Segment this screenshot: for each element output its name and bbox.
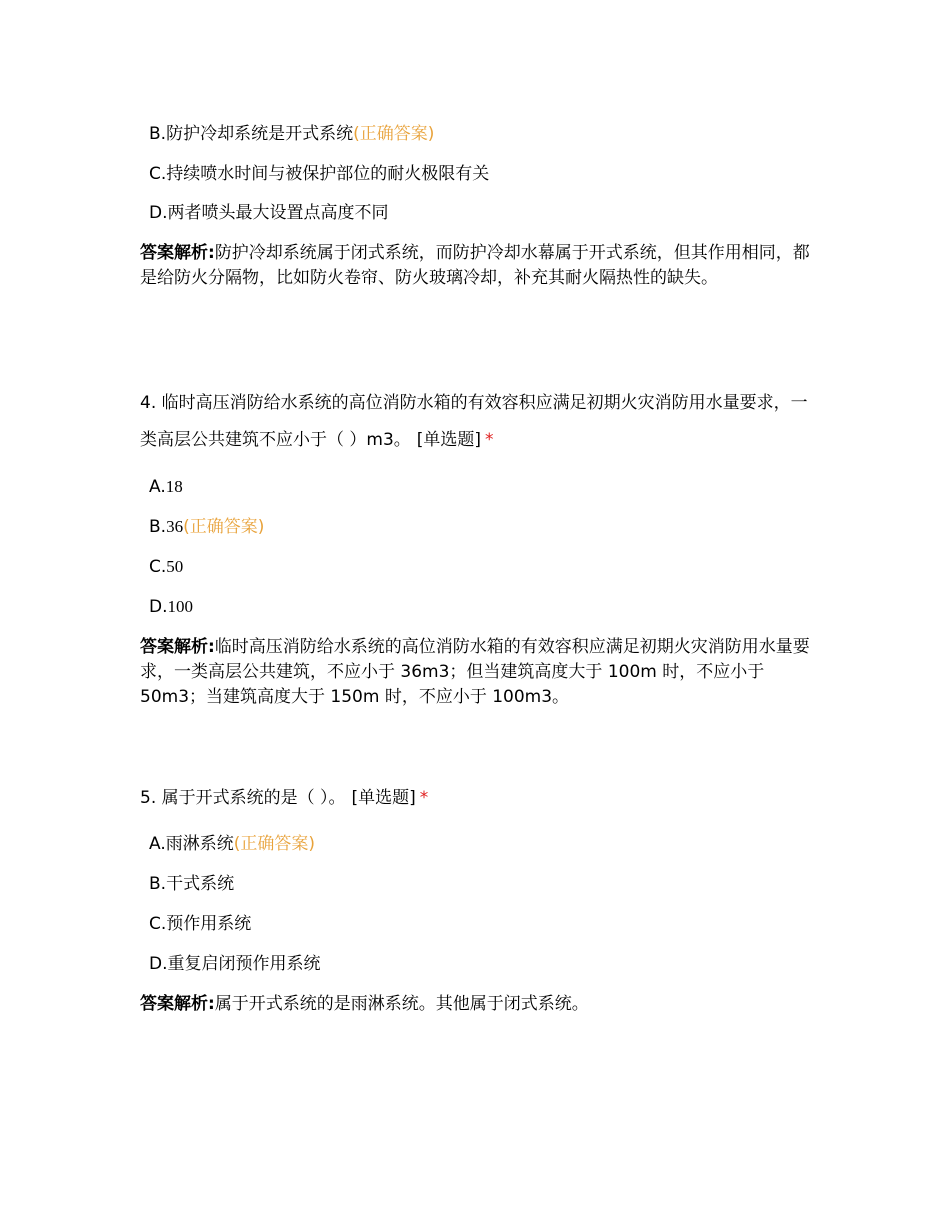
correct-answer-label: (正确答案): [183, 517, 265, 537]
q5-analysis: [140, 992, 820, 1017]
option-letter: D.: [149, 203, 168, 223]
option-text: 18: [165, 477, 183, 496]
q5-option-b: [149, 872, 234, 896]
q4-option-d: [149, 595, 193, 619]
option-letter: D.: [149, 597, 168, 617]
question-type: [单选题]: [351, 788, 416, 808]
correct-answer-label: (正确答案): [233, 834, 315, 854]
option-text: 防护冷却系统是开式系统: [166, 124, 354, 144]
analysis-text: 属于开式系统的是雨淋系统。其他属于闭式系统。: [214, 994, 589, 1014]
q4-option-c: [149, 555, 183, 579]
question-text: 4. 临时高压消防给水系统的高位消防水箱的有效容积应满足初期火灾消防用水量要求，一类高层公共建筑不应小于（ ）m3。: [140, 393, 808, 450]
q4-option-b: [149, 515, 264, 539]
q3-analysis: [140, 241, 820, 291]
q5-option-d: [149, 952, 321, 976]
option-letter: B.: [149, 874, 167, 894]
option-text: 预作用系统: [166, 914, 252, 934]
q5-option-c: [149, 912, 251, 936]
option-text: 干式系统: [166, 874, 235, 894]
option-letter: C.: [149, 557, 167, 577]
option-text: 雨淋系统: [165, 834, 234, 854]
option-letter: A.: [149, 834, 166, 854]
required-mark: *: [485, 430, 494, 450]
analysis-label: 答案解析:: [140, 637, 215, 657]
correct-answer-label: (正确答案): [353, 124, 435, 144]
analysis-label: 答案解析:: [140, 994, 215, 1014]
option-text: 重复启闭预作用系统: [167, 954, 321, 974]
q5-option-a: [149, 832, 315, 856]
q4-question: [140, 385, 820, 459]
q3-option-c: [149, 162, 489, 186]
question-type: [单选题]: [416, 430, 482, 450]
option-text: 50: [166, 557, 184, 576]
option-text: 两者喷头最大设置点高度不同: [167, 203, 389, 223]
option-text: 100: [167, 597, 193, 616]
q4-analysis: [140, 635, 820, 710]
option-letter: B.: [149, 517, 167, 537]
required-mark: *: [419, 788, 429, 808]
option-text: 36: [166, 517, 184, 536]
option-text: 持续喷水时间与被保护部位的耐火极限有关: [166, 164, 490, 184]
option-letter: C.: [149, 914, 167, 934]
q3-option-b: [149, 122, 434, 146]
q5-question: [140, 780, 820, 817]
option-letter: A.: [149, 477, 166, 497]
option-letter: D.: [149, 954, 168, 974]
analysis-text: 临时高压消防给水系统的高位消防水箱的有效容积应满足初期火灾消防用水量要求，一类高层公共建筑，不应小于 36m3；但当建筑高度大于 100m 时，不应小于 50m3；当建筑高度大于 150m 时，不应小于 100m3。: [140, 637, 810, 707]
q3-option-d: [149, 201, 389, 225]
analysis-label: 答案解析:: [140, 243, 215, 263]
option-letter: B.: [149, 124, 167, 144]
analysis-text: 防护冷却系统属于闭式系统，而防护冷却水幕属于开式系统，但其作用相同，都是给防火分隔物，比如防火卷帘、防火玻璃冷却，补充其耐火隔热性的缺失。: [140, 243, 810, 288]
option-letter: C.: [149, 164, 167, 184]
question-text: 5. 属于开式系统的是（ ）。: [140, 788, 346, 808]
q4-option-a: [149, 475, 183, 499]
